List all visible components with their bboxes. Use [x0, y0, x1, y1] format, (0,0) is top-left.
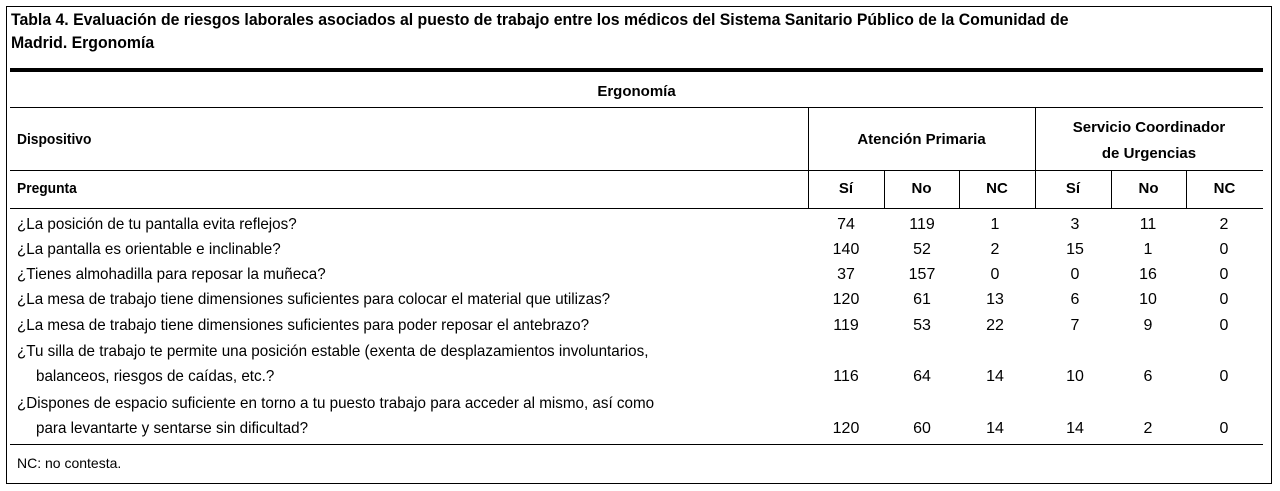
section-header: Ergonomía [597, 83, 676, 100]
question-text: ¿La posición de tu pantalla evita reflejos? [17, 216, 297, 233]
value-ap-nc: 22 [986, 317, 1004, 334]
col-scu-nc: NC [1213, 180, 1236, 197]
value-scu-nc: 2 [1219, 216, 1229, 233]
value-scu-no: 10 [1139, 291, 1157, 308]
value-ap-si: 140 [832, 241, 860, 258]
pregunta-label: Pregunta [17, 180, 77, 197]
vline-ap-nc [959, 171, 960, 209]
col-ap-no: No [911, 180, 932, 197]
question-text: ¿La mesa de trabajo tiene dimensiones suficientes para poder reposar el antebrazo? [17, 317, 590, 334]
rule-section [10, 107, 1263, 108]
vline-ap [808, 108, 809, 209]
question-text: ¿La mesa de trabajo tiene dimensiones suficientes para colocar el material que utilizas? [17, 291, 611, 308]
value-ap-nc: 13 [986, 291, 1004, 308]
vline-scu [1035, 108, 1036, 209]
question-text-continued: para levantarte y sentarse sin dificultad? [36, 420, 309, 437]
value-ap-nc: 2 [990, 241, 1000, 258]
value-ap-si: 37 [837, 266, 855, 283]
value-ap-si: 119 [833, 317, 859, 334]
group-atencion-primaria: Atención Primaria [857, 131, 986, 148]
value-scu-no: 2 [1143, 420, 1153, 437]
group-scu-line1: Servicio Coordinador [1072, 119, 1226, 136]
value-scu-nc: 0 [1219, 241, 1229, 258]
value-scu-nc: 0 [1219, 291, 1229, 308]
vline-scu-no [1111, 171, 1112, 209]
value-ap-si: 120 [832, 420, 860, 437]
value-scu-no: 1 [1143, 241, 1153, 258]
col-ap-nc: NC [986, 180, 1008, 197]
value-scu-no: 16 [1139, 266, 1157, 283]
value-scu-si: 10 [1066, 368, 1084, 385]
value-ap-si: 74 [837, 216, 855, 233]
value-ap-no: 52 [913, 241, 931, 258]
footnote: NC: no contesta. [17, 455, 122, 471]
table-title: Tabla 4. Evaluación de riesgos laborales asociados al puesto de trabajo entre los médicos del Sistema Sanitario Público de la Comunidad de Madrid. Ergonomía [11, 10, 1069, 52]
value-ap-nc: 14 [986, 420, 1004, 437]
col-ap-si: Sí [838, 180, 854, 197]
rule-bottom [10, 444, 1263, 445]
value-scu-nc: 0 [1219, 317, 1229, 334]
title-rule [10, 68, 1263, 72]
question-text: ¿Tienes almohadilla para reposar la muñeca? [17, 266, 326, 283]
value-ap-si: 116 [833, 368, 859, 385]
value-scu-si: 0 [1070, 266, 1080, 283]
value-ap-no: 157 [908, 266, 936, 283]
group-scu-line2: de Urgencias [1101, 145, 1197, 162]
question-text: ¿Tu silla de trabajo te permite una posición estable (exenta de desplazamientos involuntarios, [17, 343, 649, 360]
question-text: ¿Dispones de espacio suficiente en torno a tu puesto trabajo para acceder al mismo, así como [17, 395, 655, 412]
value-scu-si: 14 [1066, 420, 1084, 437]
value-ap-no: 53 [913, 317, 931, 334]
question-text: ¿La pantalla es orientable e inclinable? [17, 241, 281, 258]
rule-pregunta [10, 208, 1263, 209]
value-ap-si: 120 [832, 291, 860, 308]
value-scu-no: 6 [1143, 368, 1153, 385]
value-scu-no: 9 [1143, 317, 1153, 334]
col-scu-no: No [1138, 180, 1159, 197]
value-ap-no: 119 [909, 216, 935, 233]
value-ap-nc: 14 [986, 368, 1004, 385]
value-scu-nc: 0 [1219, 420, 1229, 437]
value-ap-nc: 1 [990, 216, 1000, 233]
col-scu-si: Sí [1065, 180, 1081, 197]
value-scu-nc: 0 [1219, 266, 1229, 283]
question-text-continued: balanceos, riesgos de caídas, etc.? [36, 368, 275, 385]
vline-scu-nc [1186, 171, 1187, 209]
value-ap-no: 64 [913, 368, 931, 385]
value-scu-no: 11 [1139, 216, 1157, 233]
value-ap-no: 60 [913, 420, 931, 437]
value-ap-nc: 0 [990, 266, 1000, 283]
value-scu-si: 3 [1070, 216, 1080, 233]
value-scu-si: 7 [1070, 317, 1080, 334]
value-scu-si: 15 [1066, 241, 1084, 258]
value-scu-nc: 0 [1219, 368, 1229, 385]
vline-ap-no [884, 171, 885, 209]
rule-dispositivo [10, 170, 1263, 171]
value-ap-no: 61 [913, 291, 931, 308]
dispositivo-label: Dispositivo [17, 131, 92, 148]
value-scu-si: 6 [1070, 291, 1080, 308]
